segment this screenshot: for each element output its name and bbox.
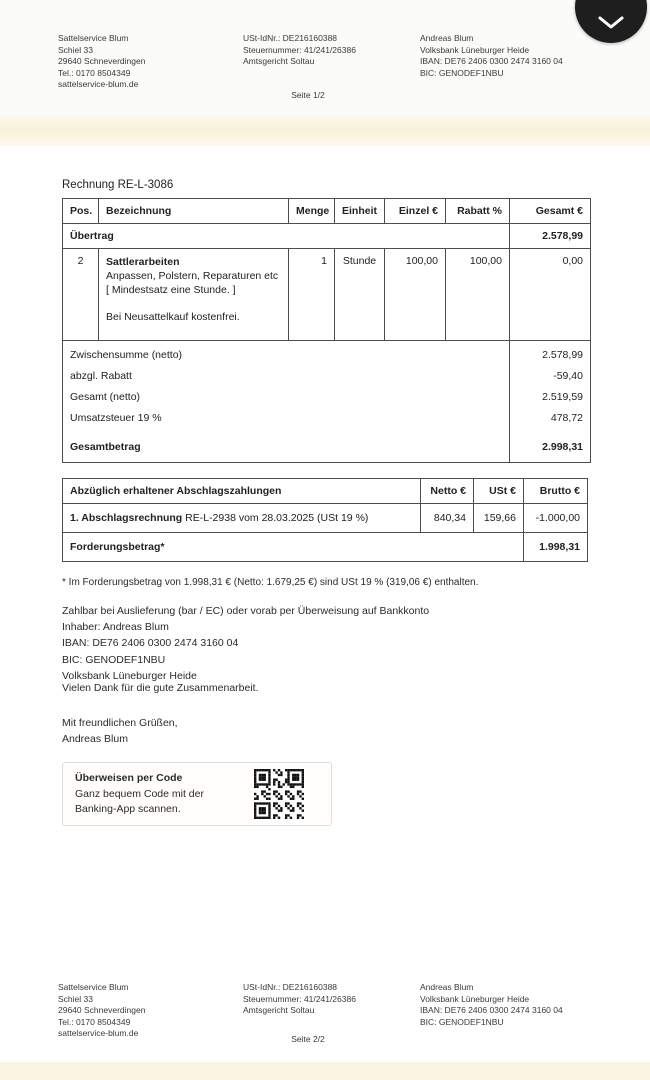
payment-info-block bbox=[62, 603, 429, 684]
carryover-row bbox=[63, 224, 591, 249]
grand-total-row bbox=[63, 429, 591, 463]
payment-line: BIC: GENODEF1NBU bbox=[62, 653, 166, 666]
claim-amount-label: Forderungsbetrag* bbox=[63, 533, 524, 562]
summary-value: 478,72 bbox=[510, 408, 591, 429]
col-header-unit-price: Einzel € bbox=[385, 199, 446, 224]
summary-value: 2.519,59 bbox=[510, 387, 591, 408]
grand-total-value: 2.998,31 bbox=[510, 429, 591, 463]
bank-info-block bbox=[420, 33, 563, 79]
company-website: sattelservice-blum.de bbox=[58, 1028, 139, 1039]
page-gap-band bbox=[0, 116, 650, 146]
summary-row bbox=[63, 366, 591, 387]
invoice-items-table bbox=[62, 198, 591, 463]
company-address-block bbox=[58, 982, 145, 1040]
company-phone: Tel.: 0170 8504349 bbox=[58, 67, 131, 78]
summary-row bbox=[63, 408, 591, 429]
deduction-ust: 159,66 bbox=[474, 504, 524, 533]
qr-box-title: Überweisen per Code bbox=[75, 772, 183, 784]
summary-row bbox=[63, 387, 591, 408]
item-description-line: [ Mindestsatz eine Stunde. ] bbox=[106, 284, 236, 296]
company-street: Schiel 33 bbox=[58, 993, 93, 1004]
summary-label: abzgl. Rabatt bbox=[70, 370, 132, 382]
col-header-ust: USt € bbox=[474, 479, 524, 504]
item-unit-price: 100,00 bbox=[385, 249, 446, 341]
item-name: Sattlerarbeiten bbox=[106, 256, 180, 268]
col-header-netto: Netto € bbox=[421, 479, 474, 504]
closing-greeting: Mit freundlichen Grüßen, bbox=[62, 717, 178, 729]
page-end-band bbox=[0, 1062, 650, 1080]
account-holder: Andreas Blum bbox=[420, 982, 474, 992]
summary-label: Zwischensumme (netto) bbox=[70, 349, 183, 361]
payment-line: Volksbank Lüneburger Heide bbox=[62, 669, 197, 682]
company-city: 29640 Schneverdingen bbox=[58, 1005, 146, 1016]
closing-signature: Andreas Blum bbox=[62, 732, 128, 745]
payment-line: Inhaber: Andreas Blum bbox=[62, 621, 169, 634]
company-street: Schiel 33 bbox=[58, 44, 93, 55]
page1-number-label: Seite 1/2 bbox=[291, 90, 325, 100]
summary-row bbox=[63, 341, 591, 366]
col-header-brutto: Brutto € bbox=[524, 479, 588, 504]
tax-info-block bbox=[243, 33, 356, 68]
tax-number: Steuernummer: 41/241/26386 bbox=[243, 993, 356, 1004]
item-description-cell bbox=[99, 249, 289, 341]
claim-amount-row bbox=[63, 533, 588, 562]
col-header-pos: Pos. bbox=[63, 199, 99, 224]
bank-name: Volksbank Lüneburger Heide bbox=[420, 44, 530, 55]
deduction-netto: 840,34 bbox=[421, 504, 474, 533]
deduction-label bbox=[63, 504, 421, 533]
payment-line: Zahlbar bei Auslieferung (bar / EC) oder vorab per Überweisung auf Bankkonto bbox=[62, 605, 430, 617]
company-website: sattelservice-blum.de bbox=[58, 79, 139, 90]
item-row bbox=[63, 249, 591, 341]
qr-box-line: Banking-App scannen. bbox=[75, 803, 181, 815]
item-description-line: Anpassen, Polstern, Reparaturen etc bbox=[106, 270, 279, 282]
deductions-table bbox=[62, 478, 588, 562]
qr-box-text bbox=[75, 771, 204, 818]
bank-info-block bbox=[420, 982, 563, 1028]
item-quantity: 1 bbox=[289, 249, 335, 341]
carryover-amount: 2.578,99 bbox=[510, 224, 591, 249]
court: Amtsgericht Soltau bbox=[243, 1005, 315, 1016]
company-phone: Tel.: 0170 8504349 bbox=[58, 1016, 131, 1027]
item-pos: 2 bbox=[63, 249, 99, 341]
bank-name: Volksbank Lüneburger Heide bbox=[420, 993, 530, 1004]
invoice-title: Rechnung RE-L-3086 bbox=[62, 179, 174, 191]
summary-label: Gesamt (netto) bbox=[70, 391, 141, 403]
col-header-description: Bezeichnung bbox=[99, 199, 289, 224]
qr-box-line: Ganz bequem Code mit der bbox=[75, 787, 204, 800]
qr-payment-box bbox=[62, 762, 332, 826]
payment-line: IBAN: DE76 2406 0300 2474 3160 04 bbox=[62, 637, 239, 650]
col-header-quantity: Menge bbox=[289, 199, 335, 224]
vat-id: USt-IdNr.: DE216160388 bbox=[243, 982, 338, 992]
page2-number-label: Seite 2/2 bbox=[291, 1034, 325, 1044]
items-table-header-row bbox=[63, 199, 591, 224]
tax-number: Steuernummer: 41/241/26386 bbox=[243, 44, 356, 55]
company-city: 29640 Schneverdingen bbox=[58, 56, 146, 67]
iban: IBAN: DE76 2406 0300 2474 3160 04 bbox=[420, 56, 563, 67]
item-total: 0,00 bbox=[510, 249, 591, 341]
qr-code bbox=[254, 769, 304, 819]
deduction-brutto: -1.000,00 bbox=[524, 504, 588, 533]
deduction-row bbox=[63, 504, 588, 533]
claim-footnote: * Im Forderungsbetrag von 1.998,31 € (Netto: 1.679,25 €) sind USt 19 % (319,06 €) enthalten. bbox=[62, 577, 479, 588]
col-header-total: Gesamt € bbox=[510, 199, 591, 224]
summary-value: -59,40 bbox=[510, 366, 591, 387]
claim-amount-value: 1.998,31 bbox=[524, 533, 588, 562]
company-name: Sattelservice Blum bbox=[58, 982, 129, 992]
item-note: Bei Neusattelkauf kostenfrei. bbox=[106, 311, 240, 323]
tax-info-block bbox=[243, 982, 356, 1017]
vat-id: USt-IdNr.: DE216160388 bbox=[243, 33, 338, 43]
summary-value: 2.578,99 bbox=[510, 341, 591, 366]
carryover-label: Übertrag bbox=[63, 224, 510, 249]
summary-label: Umsatzsteuer 19 % bbox=[70, 412, 162, 424]
account-holder: Andreas Blum bbox=[420, 33, 474, 43]
deduction-label-bold: 1. Abschlagsrechnung bbox=[70, 512, 183, 524]
closing-block bbox=[62, 716, 178, 747]
bic: BIC: GENODEF1NBU bbox=[420, 67, 504, 78]
col-header-discount: Rabatt % bbox=[446, 199, 510, 224]
col-header-deductions: Abzüglich erhaltener Abschlagszahlungen bbox=[63, 479, 421, 504]
deduction-label-rest: RE-L-2938 vom 28.03.2025 (USt 19 %) bbox=[182, 512, 369, 524]
company-address-block bbox=[58, 33, 145, 91]
deductions-header-row bbox=[63, 479, 588, 504]
bic: BIC: GENODEF1NBU bbox=[420, 1016, 504, 1027]
col-header-unit: Einheit bbox=[335, 199, 385, 224]
iban: IBAN: DE76 2406 0300 2474 3160 04 bbox=[420, 1005, 563, 1016]
item-unit: Stunde bbox=[335, 249, 385, 341]
company-name: Sattelservice Blum bbox=[58, 33, 129, 43]
court: Amtsgericht Soltau bbox=[243, 56, 315, 67]
item-discount: 100,00 bbox=[446, 249, 510, 341]
grand-total-label: Gesamtbetrag bbox=[70, 440, 141, 453]
thanks-line: Vielen Dank für die gute Zusammenarbeit. bbox=[62, 682, 259, 694]
